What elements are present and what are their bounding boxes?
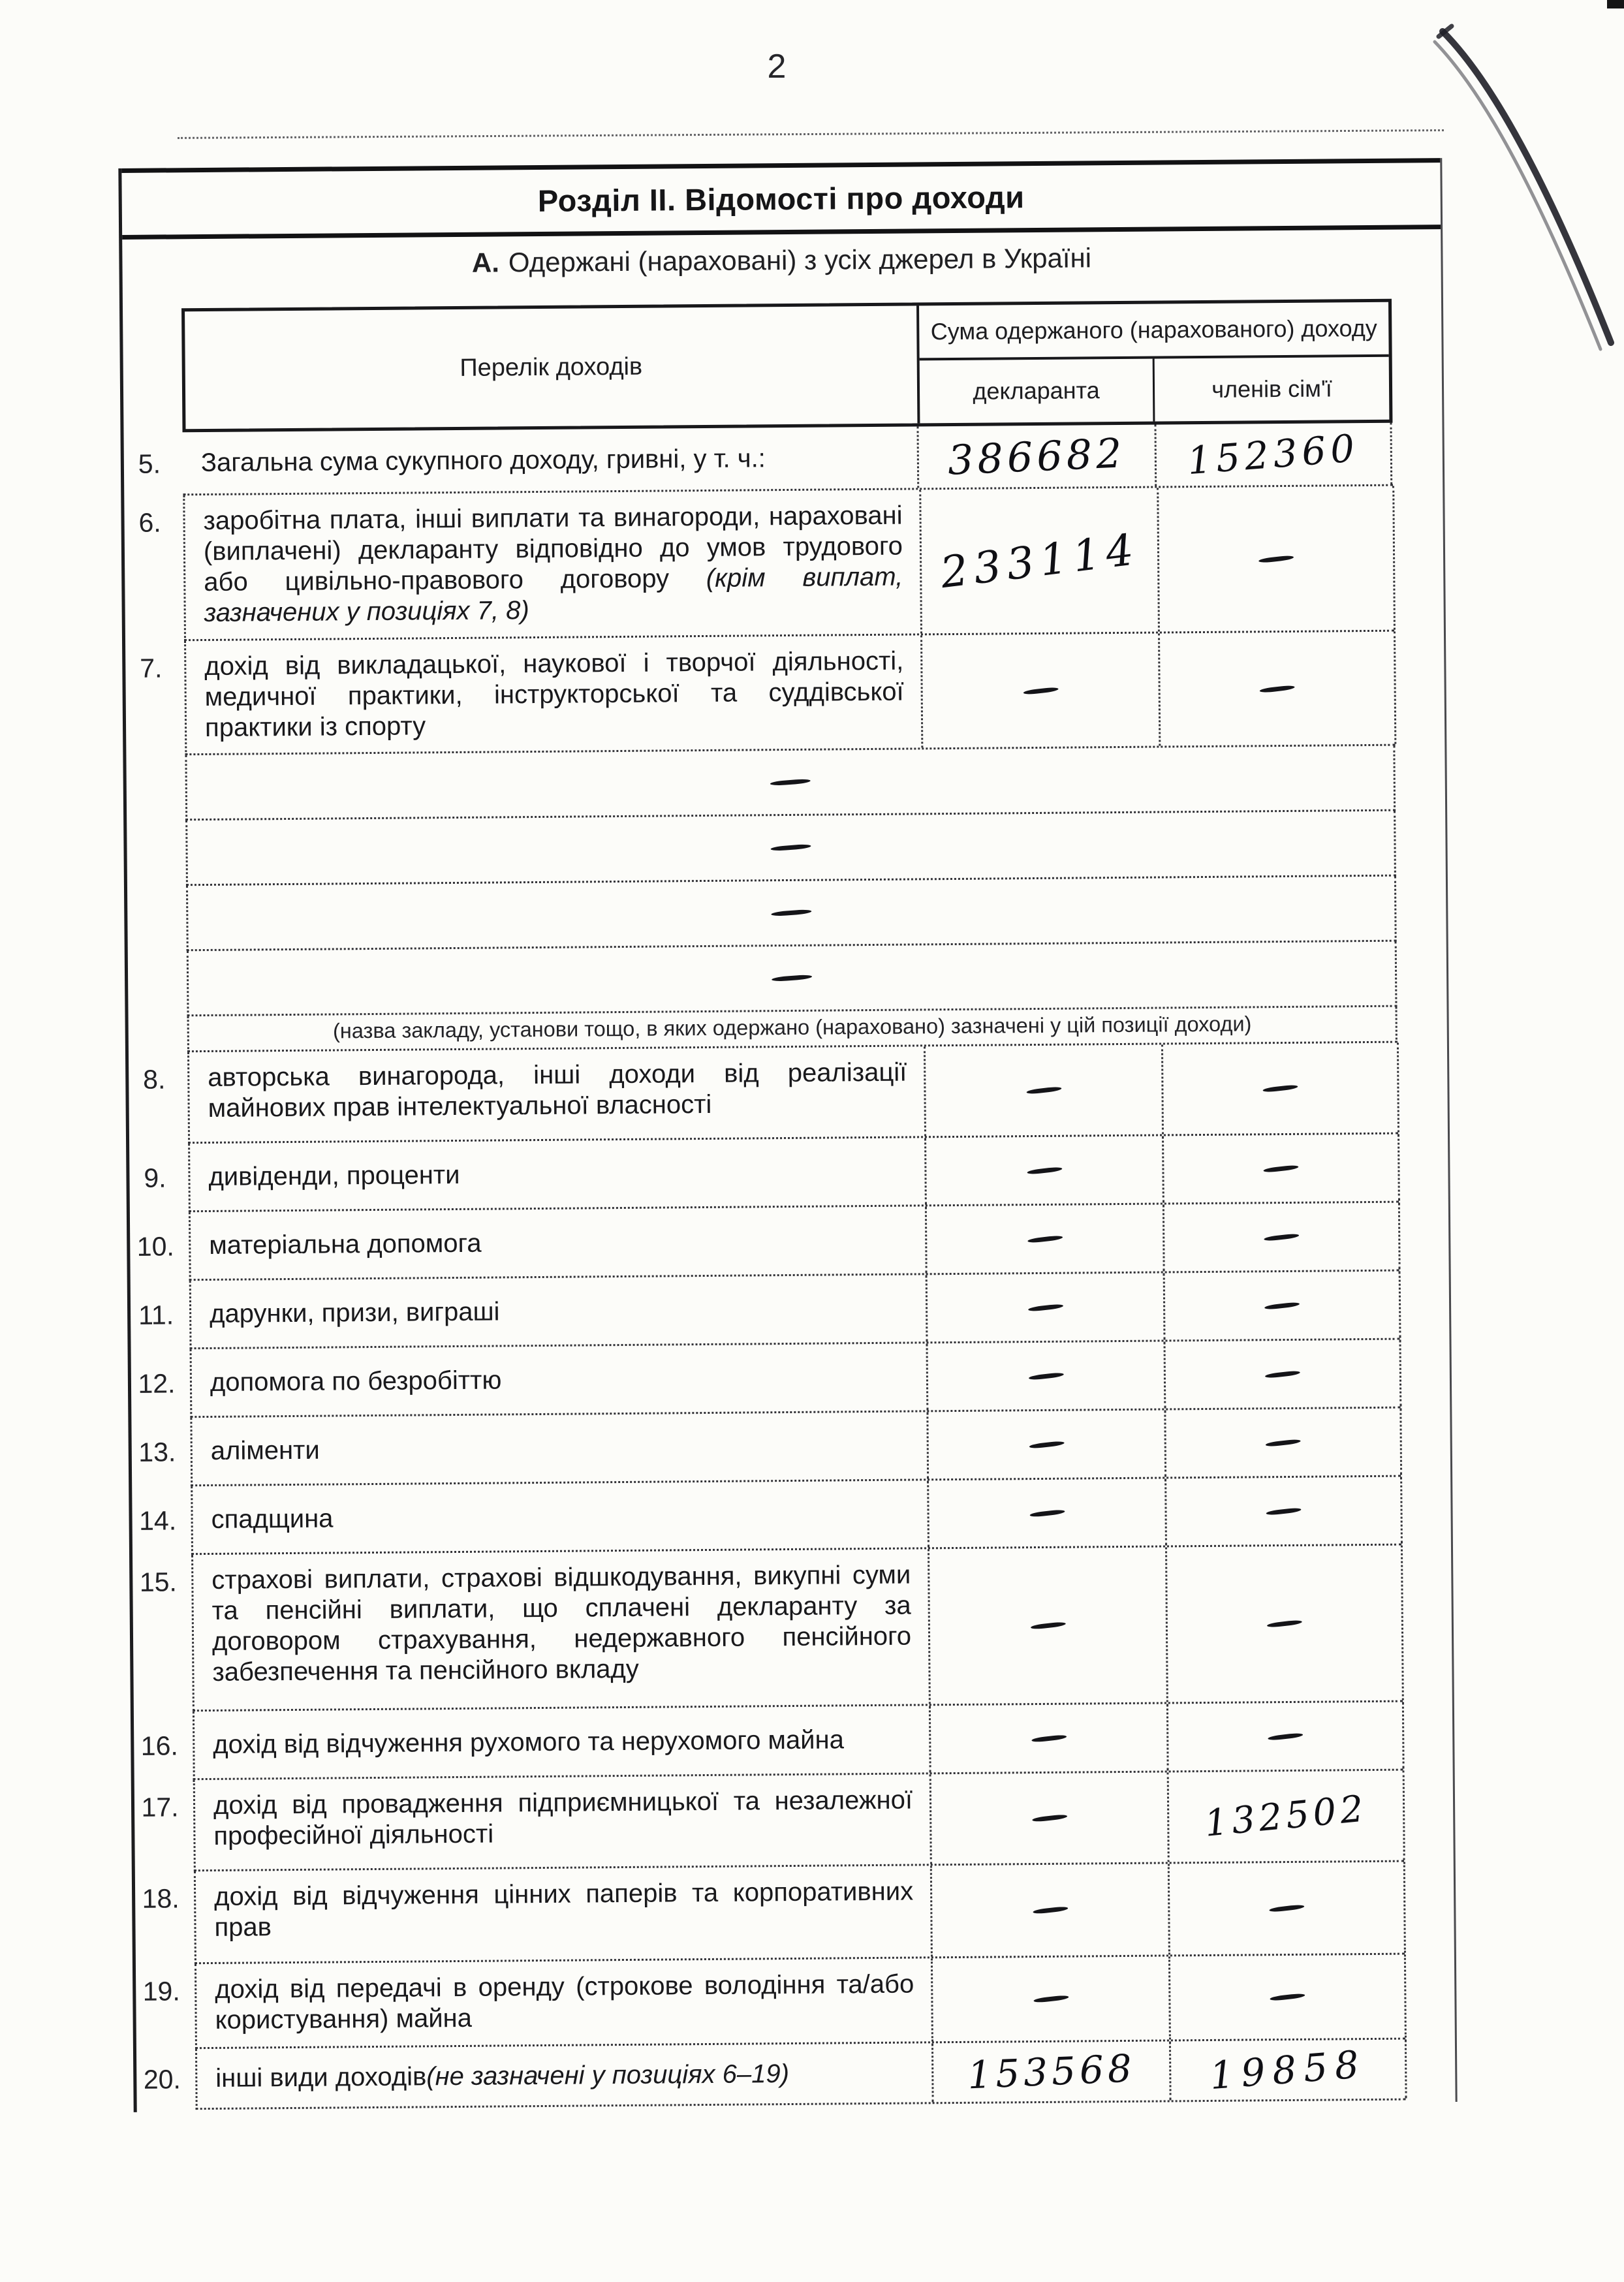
- income-row-18: [142, 1862, 1405, 1965]
- income-row-8: [143, 1043, 1398, 1144]
- dash-mark: [770, 779, 811, 787]
- family-amount-cell: [1164, 1477, 1403, 1546]
- institution-note: (назва закладу, установи тощо, в яких одержано (нараховано) зазначені у цій позиції доходи): [332, 1012, 1252, 1043]
- institution-blank-row-1: [185, 746, 1396, 821]
- family-amount-cell: [1157, 486, 1396, 632]
- family-amount-cell: [1167, 1771, 1405, 1862]
- column-header-declarant: декларанта: [920, 359, 1155, 424]
- handwritten-value: 386682: [946, 428, 1127, 484]
- row-number: 15.: [139, 1567, 178, 1597]
- declarant-amount-cell: [925, 1204, 1163, 1273]
- income-label: страхові виплати, страхові відшкодування, викупні суми та пенсійні виплати, що сплачені декларанту за договором страхування, недержавного пенсійного забезпечення та пенсійного вкладу: [211, 1560, 912, 1687]
- dash-mark: [1029, 1508, 1065, 1517]
- income-label: дохід від передачі в оренду (строкове володіння та/або користування) майна: [215, 1969, 914, 2035]
- declarant-amount-cell: [924, 1136, 1163, 1204]
- income-row-10: [136, 1203, 1399, 1281]
- dash-mark: [770, 844, 811, 852]
- declarant-amount-cell: [924, 1045, 1162, 1136]
- family-amount-cell: [1163, 1272, 1401, 1340]
- table-rows-top: [138, 423, 1398, 1017]
- dash-mark: [1032, 1814, 1067, 1822]
- income-label: спадщина: [211, 1503, 334, 1534]
- declarant-amount-cell: [926, 1273, 1164, 1341]
- family-amount-cell: [1163, 1203, 1401, 1272]
- dash-mark: [771, 909, 811, 917]
- declarant-amount-cell: [928, 1547, 1166, 1704]
- income-table: [136, 299, 1406, 2110]
- family-amount-cell: [1161, 1043, 1399, 1134]
- page-number: 2: [767, 48, 787, 86]
- dash-mark: [1259, 685, 1294, 693]
- declarant-amount-cell: [919, 488, 1158, 634]
- family-amount-cell: [1166, 1702, 1405, 1771]
- dash-mark: [1027, 1303, 1063, 1311]
- income-row-16: [140, 1702, 1403, 1781]
- column-header-family: членів сім'ї: [1211, 375, 1332, 403]
- dash-mark: [1262, 1084, 1298, 1093]
- subsection-heading: [122, 229, 1441, 292]
- row-number: 18.: [142, 1883, 180, 1914]
- income-label-italic: (крім виплат, зазначених у позиціях 7, 8): [204, 562, 903, 627]
- income-row-11: [138, 1272, 1400, 1350]
- dash-mark: [772, 975, 812, 982]
- row-number: 9.: [144, 1163, 166, 1193]
- declarant-amount-cell: [930, 1864, 1168, 1956]
- row-number: 11.: [138, 1300, 174, 1330]
- income-label: дохід від відчуження цінних паперів та корпоративних прав: [213, 1877, 914, 1942]
- income-row-19: [142, 1955, 1405, 2050]
- income-row-20: [143, 2040, 1406, 2110]
- dash-mark: [1264, 1233, 1299, 1242]
- row-number: 13.: [138, 1437, 176, 1467]
- declaration-form: [118, 158, 1457, 2112]
- subsection-title: Одержані (нараховані) з усіх джерел в Україні: [508, 242, 1092, 278]
- handwritten-value: 19858: [1208, 2041, 1368, 2099]
- dash-mark: [1031, 1734, 1067, 1742]
- income-label: заробітна плата, інші виплати та винагороди, нараховані (виплачені) декларанту відповідно до умов трудового або цивільно-правового договору (крім виплат, зазначених у позиціях 7, 8): [203, 501, 903, 627]
- top-horizontal-rule: [178, 129, 1444, 139]
- income-row-6: [138, 486, 1394, 642]
- dash-mark: [1270, 1993, 1305, 2001]
- income-row-7: [140, 632, 1395, 756]
- declarant-amount-cell: [931, 2041, 1170, 2102]
- family-amount-cell: [1164, 1340, 1402, 1409]
- dash-mark: [1266, 1507, 1301, 1516]
- income-label: матеріальна допомога: [209, 1228, 482, 1260]
- family-amount-cell: [1168, 1955, 1407, 2040]
- declarant-amount-cell: [926, 1410, 1164, 1478]
- table-rows-bottom: [136, 1043, 1406, 2110]
- dash-mark: [1033, 1906, 1068, 1915]
- row-number: 14.: [138, 1505, 177, 1536]
- family-amount-cell: [1168, 1862, 1406, 1955]
- family-amount-cell: [1158, 632, 1396, 746]
- handwritten-value: 152360: [1185, 426, 1361, 484]
- dash-mark: [1265, 1370, 1300, 1379]
- dash-mark: [1027, 1234, 1063, 1243]
- column-header-sum-group: [919, 302, 1389, 424]
- income-label: Загальна сума сукупного доходу, гривні, у т. ч.:: [200, 443, 766, 477]
- dash-mark: [1263, 1164, 1298, 1173]
- institution-blank-row-2: [185, 811, 1396, 886]
- declarant-amount-cell: [920, 634, 1159, 748]
- dash-mark: [1026, 1086, 1061, 1095]
- income-label: авторська винагорода, інші доходи від реалізації майнових прав інтелектуальної власності: [208, 1057, 907, 1123]
- dash-mark: [1030, 1621, 1065, 1630]
- income-row-9: [144, 1134, 1399, 1213]
- declarant-amount-cell: [931, 1956, 1169, 2041]
- income-row-5: [138, 423, 1394, 496]
- row-number: 16.: [140, 1730, 178, 1761]
- income-label: аліменти: [210, 1435, 320, 1465]
- family-amount-cell: [1162, 1134, 1400, 1203]
- row-number: 8.: [143, 1064, 166, 1095]
- income-row-15: [139, 1546, 1403, 1712]
- row-number: 5.: [138, 448, 161, 479]
- institution-blank-row-4: [187, 942, 1398, 1017]
- income-row-17: [141, 1771, 1404, 1872]
- income-label: дарунки, призи, виграші: [209, 1296, 500, 1328]
- row-number: 17.: [141, 1792, 179, 1822]
- declarant-amount-cell: [927, 1478, 1165, 1547]
- income-label: дохід від відчуження рухомого та нерухомого майна: [213, 1725, 845, 1759]
- column-header-income-list: Перелік доходів: [185, 305, 920, 429]
- row-number: 6.: [138, 507, 161, 538]
- row-number: 12.: [138, 1368, 176, 1399]
- handwritten-value: 132502: [1202, 1787, 1369, 1845]
- declarant-amount-cell: [929, 1772, 1168, 1864]
- dash-mark: [1023, 686, 1058, 695]
- declarant-amount-cell: [916, 425, 1155, 488]
- row-number: 7.: [140, 653, 163, 683]
- handwritten-value: 233114: [937, 524, 1142, 598]
- dash-mark: [1269, 1904, 1304, 1913]
- income-label: допомога по безробіттю: [210, 1365, 502, 1397]
- row-number: 19.: [142, 1976, 180, 2007]
- declarant-amount-cell: [926, 1341, 1164, 1410]
- dash-mark: [1033, 1995, 1069, 2003]
- family-amount-cell: [1154, 423, 1392, 486]
- income-label: дивіденди, проценти: [208, 1160, 460, 1191]
- family-amount-cell: [1164, 1409, 1402, 1477]
- row-number: 10.: [136, 1231, 174, 1262]
- family-amount-cell: [1169, 2040, 1407, 2101]
- section-title: Розділ II. Відомості про доходи: [537, 180, 1025, 218]
- dash-mark: [1029, 1440, 1064, 1448]
- dash-mark: [1258, 555, 1294, 563]
- dash-mark: [1027, 1166, 1062, 1174]
- sum-subcolumns: [920, 357, 1390, 424]
- income-label: дохід від викладацької, наукової і творчої діяльності, медичної практики, інструкторської та суддівської практики із спорту: [204, 646, 904, 742]
- income-label: дохід від провадження підприємницької та незалежної професійної діяльності: [213, 1785, 913, 1851]
- income-row-14: [138, 1477, 1401, 1555]
- dash-mark: [1264, 1302, 1300, 1310]
- income-row-13: [138, 1409, 1401, 1487]
- institution-blank-row-3: [186, 877, 1397, 952]
- scan-corner-artifact: [1607, 0, 1624, 8]
- subsection-letter: А.: [471, 247, 500, 278]
- section-title-band: [121, 158, 1441, 240]
- column-header-sum: Сума одержаного (нарахованого) доходу: [919, 302, 1389, 361]
- dash-mark: [1268, 1732, 1303, 1741]
- declarant-amount-cell: [929, 1704, 1167, 1772]
- income-row-12: [138, 1340, 1401, 1418]
- family-amount-cell: [1165, 1546, 1404, 1702]
- income-label-italic: (не зазначені у позиціях 6–19): [426, 2059, 790, 2091]
- table-header: [181, 299, 1392, 433]
- row-number: 20.: [143, 2064, 181, 2095]
- dash-mark: [1028, 1371, 1063, 1380]
- dash-mark: [1267, 1619, 1302, 1628]
- dash-mark: [1266, 1439, 1301, 1447]
- income-label: інші види доходів (не зазначені у позиціях 6–19): [215, 2059, 790, 2093]
- handwritten-value: 153568: [966, 2046, 1136, 2098]
